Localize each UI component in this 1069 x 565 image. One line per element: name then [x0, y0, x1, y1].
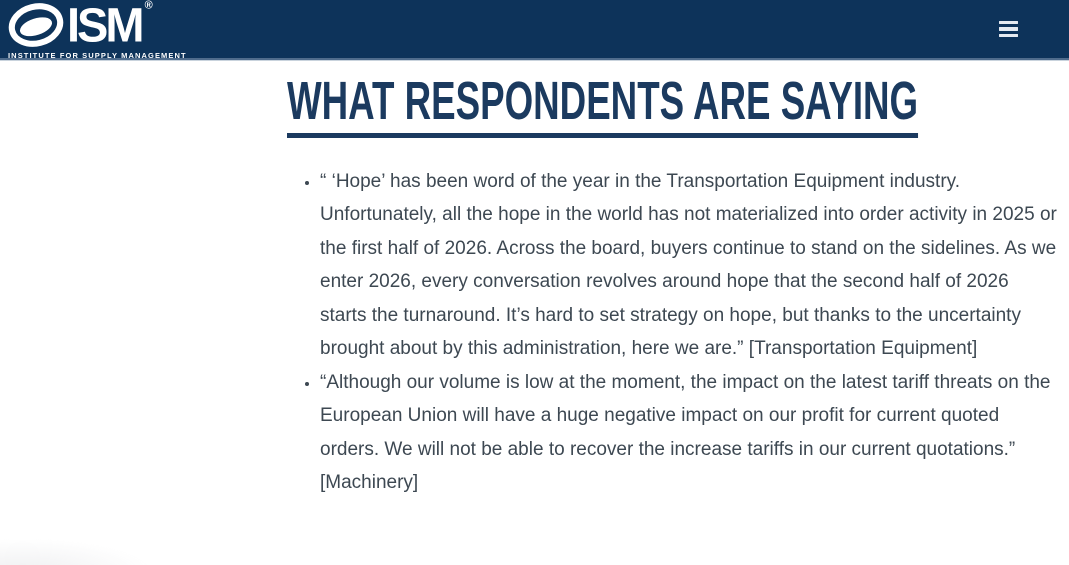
- page-title-text: WHAT RESPONDENTS ARE SAYING: [287, 73, 918, 138]
- quote-attribution: [Transportation Equipment]: [748, 338, 978, 360]
- ism-globe-icon: [8, 2, 64, 48]
- quote-text: “Although our volume is low at the moment, the impact on the latest tariff threats on the European Union will have a huge negative impact on our profit for current quoted orders. We will not be able to recover the increase tariffs in our current quotations.”: [320, 371, 1051, 460]
- registered-mark: ®: [144, 0, 153, 12]
- brand-wordmark: [67, 0, 153, 52]
- ism-logo[interactable]: [8, 2, 187, 60]
- logo-row: [8, 0, 187, 52]
- page-title: [287, 73, 1058, 138]
- quote-text: “ ‘Hope’ has been word of the year in the Transportation Equipment industry. Unfortunately, all the hope in the world has not materialized into order activity in 2025 or the first half of 2026. Across the board, buyers continue to stand on the sidelines. As we enter 2026, every conversation revolves around hope that the second half of 2026 starts the turnaround. It’s hard to set strategy on hope, but thanks to the uncertainty brought about by this administration, here we are.”: [320, 170, 1057, 360]
- quote-item: [320, 165, 1058, 366]
- site-header: [0, 0, 1069, 60]
- hamburger-bar: [999, 21, 1018, 24]
- main-content: [287, 73, 1058, 500]
- quotes-list: [287, 165, 1058, 500]
- hamburger-bar: [999, 34, 1018, 37]
- hamburger-bar: [999, 27, 1018, 30]
- corner-decoration: [0, 539, 150, 565]
- logo-tagline: INSTITUTE FOR SUPPLY MANAGEMENT: [8, 51, 187, 60]
- hamburger-menu-icon[interactable]: [999, 21, 1019, 37]
- quote-attribution: [Machinery]: [320, 472, 419, 494]
- quote-item: [320, 366, 1058, 500]
- brand-text: ISM: [67, 0, 142, 52]
